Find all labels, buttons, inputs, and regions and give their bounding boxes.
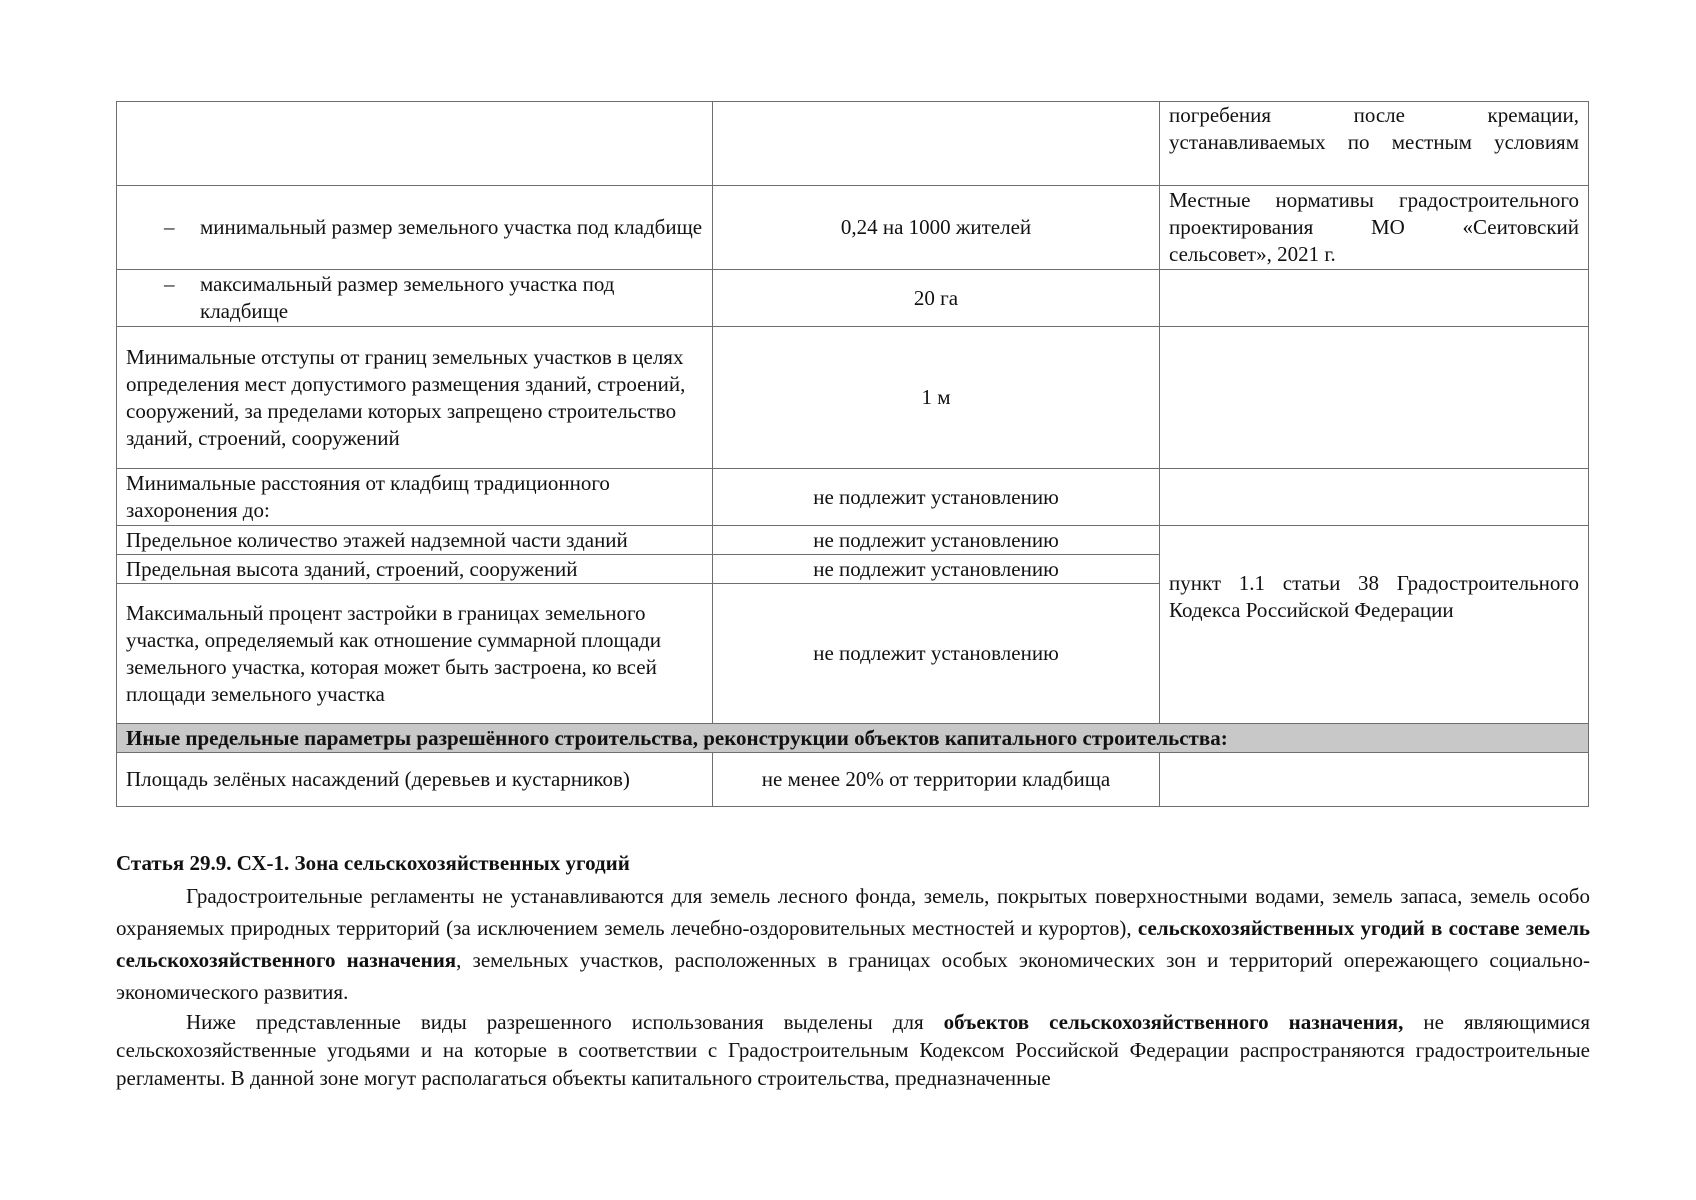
table-cell xyxy=(713,102,1160,186)
paragraph xyxy=(116,1008,1590,1092)
table-row xyxy=(117,753,1589,807)
table-cell xyxy=(1160,327,1589,469)
table-cell xyxy=(1160,753,1589,807)
param-label: Предельное количество этажей надземной части зданий xyxy=(117,526,713,555)
param-value: не подлежит установлению xyxy=(713,469,1160,526)
table-row xyxy=(117,327,1589,469)
param-label: минимальный размер земельного участка под кладбище xyxy=(200,215,703,239)
table-cell xyxy=(1160,270,1589,327)
emphasis-text: сельскохозяйственных угодий в составе земель сельскохозяйственного назначения xyxy=(116,916,1590,972)
table-cell xyxy=(117,186,713,270)
param-value: 0,24 на 1000 жителей xyxy=(713,186,1160,270)
section-band: Иные предельные параметры разрешённого строительства, реконструкции объектов капитального строительства: xyxy=(117,724,1589,753)
param-value: не подлежит установлению xyxy=(713,526,1160,555)
param-value: 1 м xyxy=(713,327,1160,469)
article-section xyxy=(116,848,1590,1092)
table-row xyxy=(117,724,1589,753)
table-row xyxy=(117,469,1589,526)
param-label: Максимальный процент застройки в границах земельного участка, определяемый как отношение суммарной площади земельного участка, которая может быть застроена, ко всей площади земельного участка xyxy=(117,584,713,724)
param-label: Предельная высота зданий, строений, сооружений xyxy=(117,555,713,584)
paragraph xyxy=(116,880,1590,1008)
emphasis-text: объектов сельскохозяйственного назначения, xyxy=(943,1010,1404,1034)
param-value: не менее 20% от территории кладбища xyxy=(713,753,1160,807)
param-label: максимальный размер земельного участка под кладбище xyxy=(200,272,615,323)
table-row xyxy=(117,526,1589,555)
param-value: не подлежит установлению xyxy=(713,584,1160,724)
paragraph-text: не являющимися сельскохозяйственные угодьями и на которые в соответствии с Градостроительным Кодексом Российской Федерации распространяются градостроительные регламенты. В данной зоне могут располагаться объекты капитального строительства, предназначенные xyxy=(116,1010,1590,1090)
table-cell xyxy=(1160,469,1589,526)
param-source: Местные нормативы градостроительного проектирования МО «Сеитовский сельсовет», 2021 г. xyxy=(1160,186,1589,270)
param-value: 20 га xyxy=(713,270,1160,327)
table-row xyxy=(117,270,1589,327)
table-cell xyxy=(117,102,713,186)
param-label: Площадь зелёных насаждений (деревьев и кустарников) xyxy=(117,753,713,807)
dash-marker: – xyxy=(164,215,175,239)
table-row xyxy=(117,186,1589,270)
table-cell: погребения после кремации, устанавливаемых по местным условиям xyxy=(1160,102,1589,186)
param-label: Минимальные расстояния от кладбищ традиционного захоронения до: xyxy=(117,469,713,526)
param-source: пункт 1.1 статьи 38 Градостроительного Кодекса Российской Федерации xyxy=(1160,526,1589,724)
paragraph-text: , земельных участков, расположенных в границах особых экономических зон и территорий опережающего социально-экономического развития. xyxy=(116,948,1590,1004)
list-item xyxy=(126,214,703,241)
table-row xyxy=(117,102,1589,186)
paragraph-text: Ниже представленные виды разрешенного использования выделены для xyxy=(186,1010,944,1034)
regulations-table xyxy=(116,101,1589,807)
paragraph-text: Градостроительные регламенты не устанавливаются для земель лесного фонда, земель, покрытых поверхностными водами, земель запаса, земель особо охраняемых природных территорий (за исключением земель лечебно-оздоровительных местностей и курортов), xyxy=(116,884,1590,940)
param-value: не подлежит установлению xyxy=(713,555,1160,584)
article-heading: Статья 29.9. СХ-1. Зона сельскохозяйственных угодий xyxy=(116,851,630,875)
param-label: Минимальные отступы от границ земельных участков в целях определения мест допустимого размещения зданий, строений, сооружений, за пределами которых запрещено строительство зданий, строений, сооружений xyxy=(117,327,713,469)
list-item xyxy=(126,271,703,325)
table-cell xyxy=(117,270,713,327)
dash-marker: – xyxy=(164,272,175,296)
